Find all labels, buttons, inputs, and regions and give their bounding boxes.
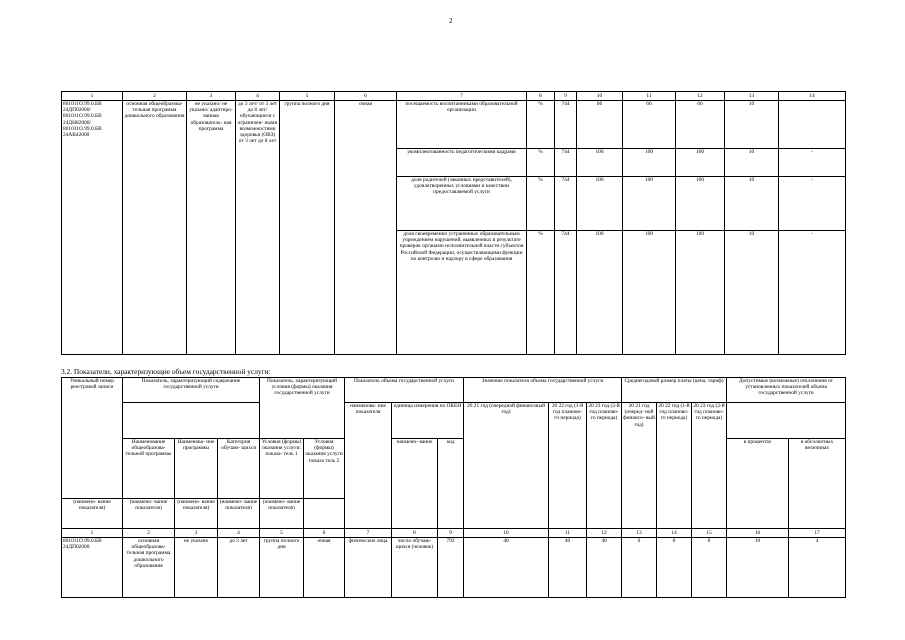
indicator-name-cell: укомплектованность педагогическими кадрами xyxy=(397,149,527,177)
value-cell: 100 xyxy=(623,177,676,231)
value-cell: 100 xyxy=(676,149,725,177)
col-number: 12 xyxy=(676,92,725,101)
unit-cell: % xyxy=(527,101,555,149)
value-cell: 66 xyxy=(577,101,623,149)
col-number: 17 xyxy=(789,529,846,538)
col-number: 5 xyxy=(280,92,335,101)
header-year-2: 20 22 год (1-й год планово- го периода) xyxy=(549,403,587,529)
col-number: 15 xyxy=(692,529,727,538)
deviation-percent-cell: 10 xyxy=(727,538,789,598)
fee-cell: 0 xyxy=(692,538,727,598)
header-sub-program-name: Наименова- ние программы xyxy=(175,439,218,499)
value-cell: 40 xyxy=(549,538,587,598)
col-number: 12 xyxy=(587,529,622,538)
value-cell: - xyxy=(779,177,846,231)
unit-cell: % xyxy=(527,149,555,177)
unit-cell: число обучаю- щихся (человек) xyxy=(392,538,438,598)
header-deviation: Допустимые (возможные) отклонения от установленных показателей объема государственной услуги xyxy=(727,378,846,403)
registry-number-cell: 801011О.99.0.БВ 24ДП02000 xyxy=(62,538,123,598)
fee-cell: 0 xyxy=(657,538,692,598)
header-indicator-name: (наимено- вание показателя) xyxy=(175,499,218,529)
code-cell: 744 xyxy=(555,101,577,149)
column-numbers-row xyxy=(62,92,846,101)
category-cell: до 3 лет/ от 3 лет до 8 лет/ обучающиеся с ограничен- ными возможностями здоровья (ОВЗ) от 3 лет до 8 лет xyxy=(236,101,280,355)
header-volume-unit: единица измерения по ОКЕИ xyxy=(392,403,464,439)
category-cell: до 3 лет xyxy=(218,538,260,598)
col-number: 13 xyxy=(622,529,657,538)
header-volume: Показатель объема государственной услуги xyxy=(345,378,464,403)
header-registry-number: Уникальный номер реестровой записи xyxy=(62,378,123,499)
col-number: 3 xyxy=(175,529,218,538)
section-title: 3.2. Показатели, характеризующие объем государственной услуги: xyxy=(61,367,271,376)
header-conditions: Показатель, характеризующий условия (формы) оказания государственной услуги xyxy=(260,378,345,439)
value-cell: 100 xyxy=(577,149,623,177)
indicator-name-cell: физические лица xyxy=(345,538,392,598)
value-cell: 66 xyxy=(623,101,676,149)
header-sub-category: Категория обучаю- щихся xyxy=(218,439,260,499)
col-number: 10 xyxy=(577,92,623,101)
header-row xyxy=(62,378,846,403)
code-cell: 744 xyxy=(555,149,577,177)
col-number: 10 xyxy=(464,529,549,538)
col-number: 11 xyxy=(623,92,676,101)
program-cell: основная общеобразова- тельная программа дошкольного образования xyxy=(123,538,175,598)
header-content-spacer xyxy=(123,403,260,439)
header-unit-name: наимено- вание xyxy=(392,439,438,529)
col-number: 9 xyxy=(438,529,464,538)
col-number: 2 xyxy=(123,529,175,538)
header-indicator-name: (наимено- вание показателя) xyxy=(123,499,175,529)
condition-cell: группа полного дня xyxy=(280,101,335,355)
header-sub-program: Наименование общеобразова- тельной программы xyxy=(123,439,175,499)
col-number: 6 xyxy=(335,92,397,101)
col-number: 11 xyxy=(549,529,587,538)
header-indicator-name: (наимено- вание показателя) xyxy=(62,499,123,529)
value-cell: 100 xyxy=(577,231,623,355)
form-cell: очная xyxy=(304,538,345,598)
program-name-cell: не указано/ не указано/ адаптиро- ванная образователь- ная программа xyxy=(187,101,236,355)
value-cell: 100 xyxy=(577,177,623,231)
header-fee: Среднегодовой размер платы (цена, тариф) xyxy=(622,378,727,403)
table-row xyxy=(62,538,846,598)
fee-cell: 0 xyxy=(622,538,657,598)
header-unit-code: код xyxy=(438,439,464,529)
code-cell: 744 xyxy=(555,231,577,355)
col-number: 1 xyxy=(62,529,123,538)
value-cell: 10 xyxy=(725,231,779,355)
column-numbers-row xyxy=(62,529,846,538)
col-number: 7 xyxy=(397,92,527,101)
header-volume-name: наименова- ние показателя xyxy=(345,403,392,529)
value-cell: 100 xyxy=(676,231,725,355)
unit-cell: % xyxy=(527,231,555,355)
col-number: 7 xyxy=(345,529,392,538)
col-number: 1 xyxy=(62,92,123,101)
page-number: 2 xyxy=(449,17,453,25)
value-cell xyxy=(779,101,846,149)
col-number: 2 xyxy=(123,92,187,101)
header-fee-year-2: 20 22 год (1-й год планово- го периода) xyxy=(657,403,692,529)
header-sub-condition-2: Условия (формы) оказания услуги показа тель 2 xyxy=(304,439,345,499)
header-sub-condition-1: Условия (формы) оказания услуги: показа- тель 1 xyxy=(260,439,304,499)
value-cell: 100 xyxy=(623,231,676,355)
header-indicator-name: (наимено- вание показателя) xyxy=(218,499,260,529)
value-cell: - xyxy=(779,231,846,355)
header-row xyxy=(62,439,846,499)
col-number: 8 xyxy=(392,529,438,538)
col-number: 8 xyxy=(527,92,555,101)
value-cell: 66 xyxy=(676,101,725,149)
value-cell: 10 xyxy=(725,149,779,177)
table-row xyxy=(62,101,846,149)
code-cell: 744 xyxy=(555,177,577,231)
header-row xyxy=(62,403,846,439)
form-cell: очная xyxy=(335,101,397,355)
value-cell: 40 xyxy=(464,538,549,598)
header-year-1: 20 21 год (очередной финансовый год) xyxy=(464,403,549,529)
value-cell: 10 xyxy=(725,101,779,149)
volume-indicators-table xyxy=(61,377,846,598)
header-percent: в процентах xyxy=(727,439,789,529)
col-number: 5 xyxy=(260,529,304,538)
program-name-cell: не указано xyxy=(175,538,218,598)
header-fee-year-3: 20 23 год (2-й год планово- го периода) xyxy=(692,403,727,529)
value-cell: 100 xyxy=(676,177,725,231)
header-values: Значение показателя объема государственной услуги xyxy=(464,378,622,403)
col-number: 9 xyxy=(555,92,577,101)
col-number: 14 xyxy=(779,92,846,101)
header-absolute: в абсолютных величинах xyxy=(789,439,846,529)
col-number: 14 xyxy=(657,529,692,538)
col-number: 6 xyxy=(304,529,345,538)
condition-cell: группа полного дня xyxy=(260,538,304,598)
header-indicator-name: (наимено- вание показателя) xyxy=(260,499,304,529)
value-cell: - xyxy=(779,149,846,177)
header-deviation-spacer xyxy=(727,403,846,439)
col-number: 3 xyxy=(187,92,236,101)
program-cell: основная общеобразова- тельная программа дошкольного образования xyxy=(123,101,187,355)
col-number: 4 xyxy=(218,529,260,538)
col-number: 4 xyxy=(236,92,280,101)
col-number: 16 xyxy=(727,529,789,538)
header-fee-year-1: 20 21 год (очеред- ной финансо- вый год) xyxy=(622,403,657,529)
value-cell: 100 xyxy=(623,149,676,177)
unit-cell: % xyxy=(527,177,555,231)
indicator-name-cell: доля своевременно устраненных образовательным учреждением нарушений, выявленных в результате проверок органами исполнительной власти субъектов Российской Федерации, осуществляющими функции по контролю и надзору в сфере образования xyxy=(397,231,527,355)
header-year-3: 20 23 год (2-й год планово- го периода) xyxy=(587,403,622,529)
col-number: 13 xyxy=(725,92,779,101)
value-cell: 10 xyxy=(725,177,779,231)
quality-indicators-table xyxy=(61,91,846,355)
code-cell: 792 xyxy=(438,538,464,598)
value-cell: 40 xyxy=(587,538,622,598)
registry-number-cell: 801011О.99.0.БВ 24ДП02000/ 801011О.99.0.БВ 24ДН82000/ 801011О.99.0.БВ 24АВ42000 xyxy=(62,101,123,355)
indicator-name-cell: доля родителей (законных представителей), удовлетворенных условиями и качеством предоставляемой услуги xyxy=(397,177,527,231)
deviation-absolute-cell: 4 xyxy=(789,538,846,598)
indicator-name-cell: посещаемость воспитанниками образовательной организации xyxy=(397,101,527,149)
header-content: Показатель, характеризующий содержание государственной услуги xyxy=(123,378,260,403)
